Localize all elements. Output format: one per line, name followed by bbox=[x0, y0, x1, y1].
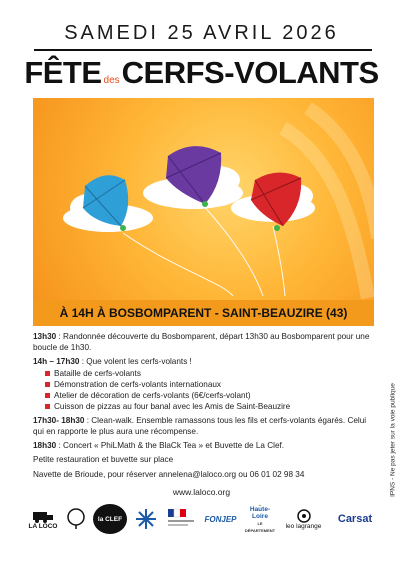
program-item: Petite restauration et buvette sur place bbox=[33, 455, 174, 464]
fonjep-logo bbox=[203, 509, 239, 529]
snowflake-icon bbox=[134, 507, 158, 531]
carsat-label: Carsat bbox=[337, 512, 373, 525]
haute-loire-sublabel: LE DÉPARTEMENT bbox=[244, 521, 276, 533]
program-list bbox=[33, 331, 378, 468]
shuttle-info: Navette de Brioude, pour réserver annelena@laloco.org ou 06 01 02 98 34 bbox=[33, 470, 305, 479]
fonjep-label: FONJEP bbox=[204, 514, 237, 524]
title-part1: FÊTE bbox=[24, 55, 102, 90]
list-item: Atelier de décoration de cerfs-volants (6€/cerfs-volant) bbox=[45, 390, 378, 401]
association-logo bbox=[63, 506, 89, 532]
leo-lagrange-logo bbox=[282, 504, 326, 534]
program-item bbox=[33, 356, 378, 367]
ipns-notice bbox=[388, 340, 398, 540]
program-text: : Randonnée découverte du Bosbomparent, départ 13h30 au Bosbomparent pour une boucle de 1h30. bbox=[33, 332, 370, 352]
program-text: : Clean-walk. Ensemble ramassons tous les fils et cerfs-volants égarés. Celui qui en rapporte le plus aura une récompense. bbox=[33, 416, 367, 436]
tree-icon bbox=[64, 508, 88, 530]
time-label: 18h30 bbox=[33, 441, 57, 450]
event-date: SAMEDI 25 AVRIL 2026 bbox=[64, 22, 339, 44]
kites-illustration bbox=[33, 98, 374, 326]
program-text: : Que volent les cerfs-volants ! bbox=[79, 357, 192, 366]
activity-list bbox=[45, 368, 378, 412]
poster-title bbox=[0, 55, 403, 91]
program-text: : Concert « PhiLMath & the BlaCk Tea » et Buvette de La Clef. bbox=[56, 441, 285, 450]
list-item: Cuisson de pizzas au four banal avec les Amis de Saint-Beauzire bbox=[45, 401, 378, 412]
laloco-label: LA LOCO bbox=[28, 522, 58, 530]
foyers-ruraux-logo bbox=[132, 504, 160, 534]
haute-loire-logo bbox=[243, 504, 277, 534]
time-label: 14h – 17h30 bbox=[33, 357, 80, 366]
time-label: 13h30 bbox=[33, 332, 57, 341]
marianne-icon bbox=[166, 507, 196, 531]
list-item: Démonstration de cerfs-volants internationaux bbox=[45, 379, 378, 390]
partner-logos bbox=[28, 500, 380, 538]
leo-lagrange-mark bbox=[294, 509, 314, 523]
carsat-logo bbox=[330, 507, 380, 531]
ipns-text: IPNS - Ne pas jeter sur la voie publique bbox=[389, 383, 397, 497]
laloco-logo bbox=[28, 504, 58, 534]
top-divider bbox=[34, 49, 372, 51]
leo-lagrange-label: leo lagrange bbox=[285, 522, 322, 530]
hero-illustration bbox=[33, 98, 374, 326]
clef-logo bbox=[93, 504, 127, 534]
program-item bbox=[33, 331, 378, 353]
title-small: des bbox=[103, 75, 120, 86]
government-logo bbox=[164, 504, 198, 534]
program-item bbox=[33, 440, 378, 451]
program-item bbox=[33, 415, 378, 437]
clef-label: la CLEF bbox=[97, 515, 123, 523]
title-part2: CERFS-VOLANTS bbox=[121, 55, 379, 90]
train-icon bbox=[32, 509, 54, 523]
list-item: Bataille de cerfs-volants bbox=[45, 368, 378, 379]
time-label: 17h30- 18h30 bbox=[33, 416, 85, 425]
website-link[interactable]: www.laloco.org bbox=[172, 487, 231, 497]
haute-loire-label: Haute-Loire bbox=[249, 506, 271, 520]
location-banner: À 14H À BOSBOMPARENT - SAINT-BEAUZIRE (43) bbox=[33, 300, 374, 326]
